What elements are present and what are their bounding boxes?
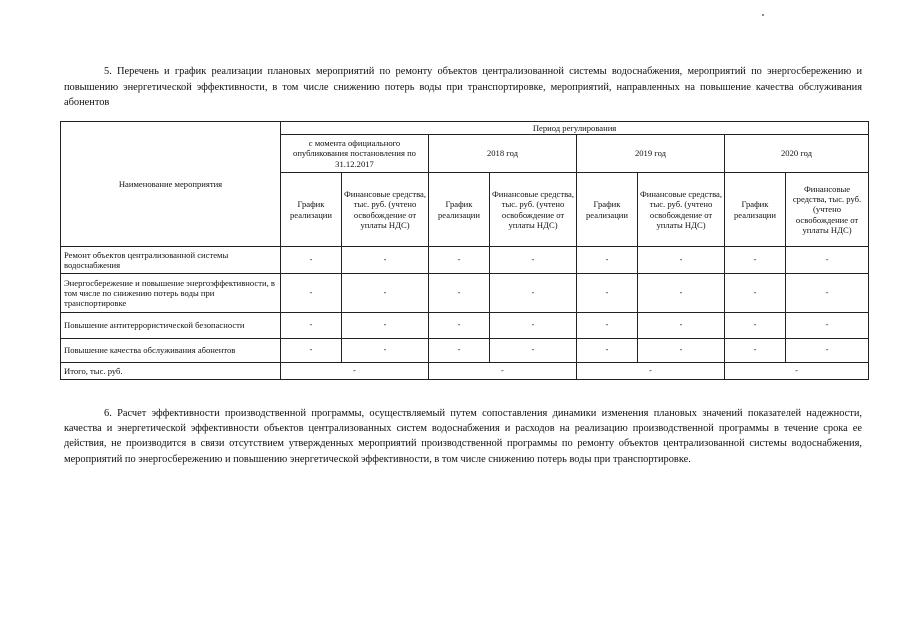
period-2018: 2018 год: [429, 135, 577, 173]
table-cell: -: [577, 247, 638, 274]
activities-schedule-table: [60, 121, 869, 380]
table-cell: -: [490, 339, 577, 363]
row-name: Энергосбережение и повышение энергоэффективности, в том числе по снижению потерь воды при транспортировке: [61, 274, 281, 313]
schedule-subheader: График реализации: [577, 173, 638, 247]
table-cell: -: [342, 274, 429, 313]
period-2020: 2020 год: [725, 135, 869, 173]
table-cell: -: [429, 339, 490, 363]
schedule-subheader: График реализации: [281, 173, 342, 247]
total-cell: -: [429, 363, 577, 380]
finance-subheader: Финансовые средства, тыс. руб. (учтено освобождение от уплаты НДС): [342, 173, 429, 247]
table-cell: -: [281, 313, 342, 339]
table-cell: -: [725, 313, 786, 339]
table-row: [61, 274, 869, 313]
name-column-header: Наименование мероприятия: [61, 122, 281, 247]
table-cell: -: [638, 313, 725, 339]
total-label: Итого, тыс. руб.: [61, 363, 281, 380]
total-cell: -: [725, 363, 869, 380]
table-cell: -: [490, 247, 577, 274]
total-cell: -: [281, 363, 429, 380]
table-cell: -: [281, 339, 342, 363]
row-name: Ремонт объектов централизованной системы водоснабжения: [61, 247, 281, 274]
table-cell: -: [577, 274, 638, 313]
row-name: Повышение качества обслуживания абонентов: [61, 339, 281, 363]
table-cell: -: [725, 274, 786, 313]
schedule-subheader: График реализации: [725, 173, 786, 247]
table-cell: -: [429, 274, 490, 313]
period-header: Период регулирования: [281, 122, 869, 135]
finance-subheader: Финансовые средства, тыс. руб. (учтено освобождение от уплаты НДС): [490, 173, 577, 247]
table-cell: -: [786, 313, 869, 339]
finance-subheader: Финансовые средства, тыс. руб. (учтено освобождение от уплаты НДС): [786, 173, 869, 247]
total-row: [61, 363, 869, 380]
period-until-2017: с момента официального опубликования постановления по 31.12.2017: [281, 135, 429, 173]
table-cell: -: [342, 247, 429, 274]
table-cell: -: [429, 313, 490, 339]
scan-speck: [762, 14, 764, 16]
table-row: [61, 339, 869, 363]
row-name: Повышение антитеррористической безопасности: [61, 313, 281, 339]
table-cell: -: [342, 339, 429, 363]
table-cell: -: [577, 339, 638, 363]
period-2019: 2019 год: [577, 135, 725, 173]
header-row-1: [61, 122, 869, 135]
finance-subheader: Финансовые средства, тыс. руб. (учтено освобождение от уплаты НДС): [638, 173, 725, 247]
table-row: [61, 313, 869, 339]
table-cell: -: [281, 247, 342, 274]
table-cell: -: [490, 313, 577, 339]
schedule-subheader: График реализации: [429, 173, 490, 247]
table-cell: -: [786, 274, 869, 313]
table-cell: -: [638, 247, 725, 274]
table-cell: -: [725, 339, 786, 363]
table-cell: -: [786, 247, 869, 274]
section-5-heading: 5. Перечень и график реализации плановых мероприятий по ремонту объектов централизованной системы водоснабжения, мероприятий по энергосбережению и повышению энергетической эффективности, в том числе снижению потерь воды при транспортировке, мероприятий, направленных на повышение качества обслуживания абонентов: [64, 66, 862, 108]
table-cell: -: [786, 339, 869, 363]
table-cell: -: [638, 274, 725, 313]
table-cell: -: [490, 274, 577, 313]
section-6-paragraph: 6. Расчет эффективности производственной программы, осуществляемый путем сопоставления динамики изменения плановых значений показателей надежности, качества и энергетической эффективности объектов централизованных систем водоснабжения и расходов на реализацию производственной программы в течение срока ее действия, не производится в связи отсутствием утвержденных мероприятий производственной программы по ремонту объектов централизованной системы водоснабжения, мероприятий по энергосбережению и повышению энергетической эффективности, в том числе снижению потерь воды при транспортировке.: [64, 408, 862, 465]
total-cell: -: [577, 363, 725, 380]
table-cell: -: [638, 339, 725, 363]
table-cell: -: [281, 274, 342, 313]
table-row: [61, 247, 869, 274]
table-cell: -: [429, 247, 490, 274]
table-cell: -: [342, 313, 429, 339]
table-cell: -: [725, 247, 786, 274]
table-cell: -: [577, 313, 638, 339]
